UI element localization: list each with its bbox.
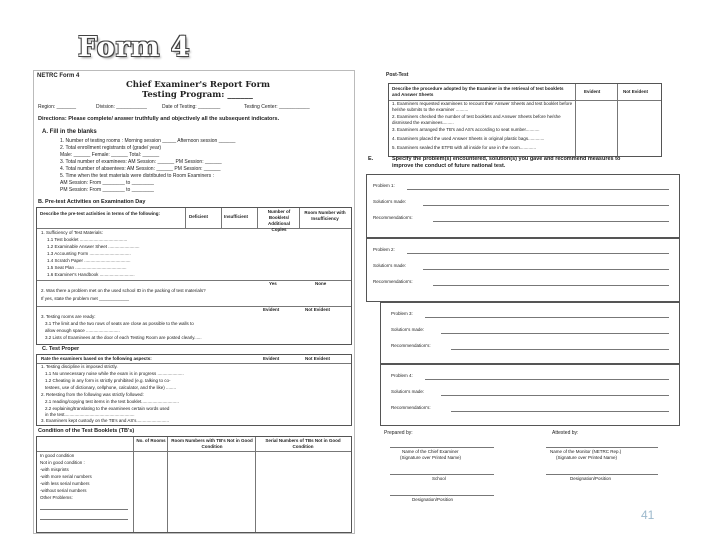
col-describe: Describe the procedure adopted by the Examiner in the retrieval of test booklets and Answer Sheets: [392, 86, 564, 97]
table-row: -with less serial numbers: [40, 481, 90, 486]
section-c-table: [36, 354, 352, 426]
table-row: 1.1 No unnecessary noise while the exam is in progress .....................: [45, 371, 184, 376]
table-row: 1.2 Cheating in any form is strictly prohibited (e.g. talking to co-: [45, 378, 171, 383]
col-none: None: [315, 281, 327, 286]
section-a-heading: A. Fill in the blanks: [42, 129, 97, 135]
table-row: -with more serial numbers: [40, 474, 92, 479]
table-row: 1.5 Seat Plan .........................................: [47, 265, 127, 270]
col-serial: Serial Numbers of TBs Not in Good Condition: [265, 438, 341, 449]
list-item: 1. Number of testing rooms : Morning session _____ Afternoon session ______: [60, 138, 236, 144]
recommendation-label: Recommendation's:: [391, 343, 431, 348]
prepared-by-label: Prepared by:: [384, 430, 413, 436]
col-insufficient: Insufficient: [224, 214, 249, 219]
table-row: 1. Examiners requested examinees to recount their Answer Sheets and test booklet before he/she submits to the examiner ..........: [392, 101, 573, 112]
monitor-signature-label: (Signature over Printed Name): [556, 455, 618, 460]
recommendation-label: Recommendation's:: [373, 215, 413, 220]
divider: [37, 451, 351, 452]
region-field: Region: _______: [38, 104, 77, 110]
table-row: 1. Testing discipline is imposed strictly.: [41, 364, 118, 369]
col-evident: Evident: [263, 356, 280, 361]
table-row: 1.4 Scratch Paper .....................................: [47, 258, 131, 263]
divider: [423, 269, 669, 270]
center-field: Testing Center: ___________: [244, 104, 310, 110]
col-booklets: Number of Booklets/ Additional Copies: [267, 209, 291, 232]
form-program: Testing Program: ______: [142, 90, 253, 100]
chief-signature-label: (Signature over Printed Name): [400, 455, 462, 460]
divider: [575, 84, 576, 156]
problem-block: [380, 302, 680, 364]
signature-line: [390, 495, 494, 496]
col-rate: Rate the examiners based on the following aspects:: [41, 356, 152, 361]
list-item: 2. Total enrollment registrants of (grade/ year): [60, 145, 162, 151]
table-row: 2.2 explaining/translating to the examinees certain words used: [45, 406, 170, 411]
table-row: 3. Testing rooms are ready:: [41, 314, 96, 319]
signature-line: [390, 474, 494, 475]
divider: [37, 306, 351, 307]
col-yes: Yes: [269, 281, 277, 286]
table-row: Not in good condition :: [40, 460, 85, 465]
date-field: Date of Testing: ________: [162, 104, 221, 110]
list-item: 3. Total number of examinees: AM Session: ______ PM Session: ______: [60, 159, 222, 165]
table-row: 1.2 Examinable Answer Sheet .........................: [47, 244, 140, 249]
col-evident: Evident: [584, 89, 601, 94]
table-row: 2. Examiners checked the number of test booklets and Answer Sheets before he/she dismissed the examinees.........: [392, 114, 561, 125]
problem-label: Problem 1:: [373, 183, 395, 188]
col-describe: Describe the pre-test activities in terms of the following:: [40, 211, 161, 216]
problem-block: [366, 174, 680, 238]
table-row: 2.1 reading/copying test items in the test booklet..............................: [45, 399, 179, 404]
table-row: 5. Examiners sealed the ETFB with all inside for use in the room.............: [392, 145, 537, 150]
divider: [433, 285, 669, 286]
slide-title: Form 4: [78, 32, 191, 63]
divider: [40, 519, 128, 520]
table-row: 3.2 Lists of Examinees at the door of each Testing Room are posted clearly......: [45, 335, 202, 340]
post-test-heading: Post-Test: [386, 72, 409, 78]
section-e-text: Specify the problem(s) encountered, solution(s) you gave and recommend measures to: [392, 156, 621, 162]
divider: [299, 208, 300, 228]
post-test-table: [388, 83, 662, 157]
problem-block: [380, 364, 680, 426]
divider: [407, 189, 669, 190]
signature-line: [546, 447, 658, 448]
solution-label: Solution's made:: [391, 389, 425, 394]
designation-label: Designation/Position: [570, 476, 612, 481]
monitor-name-label: Name of the Monitor (NETRC Rep.): [550, 449, 622, 454]
divider: [407, 253, 669, 254]
recommendation-label: Recommendation's:: [391, 405, 431, 410]
form-title: Chief Examiner's Report Form: [126, 80, 271, 90]
recommendation-label: Recommendation's:: [373, 279, 413, 284]
col-evident: Evident: [263, 307, 280, 312]
list-item: 5. Time when the test materials were distributed to Room Examiners :: [60, 173, 214, 179]
divider: [167, 437, 168, 532]
signature-line: [390, 447, 494, 448]
condition-table: [36, 436, 352, 533]
table-row: allow enough space ...........................: [45, 328, 120, 333]
table-row: in the test........................................................: [45, 412, 135, 417]
list-item: AM Session: From ________ to ________: [60, 180, 154, 186]
section-b-table: [36, 207, 352, 345]
solution-label: Solution's made:: [391, 327, 425, 332]
col-deficient: Deficient: [189, 214, 209, 219]
divider: [255, 437, 256, 532]
col-not-evident: Not Evident: [305, 307, 331, 312]
question-2b: If yes, state the problem met ____________: [41, 296, 130, 301]
table-row: -with misprints: [40, 467, 69, 472]
table-row: 1. Sufficiency of Test Materials:: [41, 230, 103, 235]
col-not-evident: Not Evident: [623, 89, 649, 94]
designation-label-2: Designation/Position: [412, 497, 454, 502]
condition-heading: Condition of the Test Booklets (TB's): [38, 428, 135, 434]
school-label: School: [432, 476, 446, 481]
problem-label: Problem 4:: [391, 373, 413, 378]
divider: [441, 395, 669, 396]
solution-label: Solution's made:: [373, 263, 407, 268]
table-row: testees, use of dictionary, cellphone, calculator, and the like) ........: [45, 385, 176, 390]
list-item: PM Session: From ________ to ________: [60, 187, 154, 193]
section-e-text-2: improve the conduct of future national test.: [392, 163, 506, 169]
page-number: 41: [641, 508, 655, 522]
table-row: 2. Retesting from the following was strictly followed:: [41, 392, 144, 397]
directions: Directions: Please complete/ answer truthfully and objectively all the subsequent indicators.: [38, 116, 280, 122]
divider: [451, 349, 669, 350]
divider: [257, 208, 258, 228]
divider: [425, 317, 669, 318]
table-row: 1.1 Test booklet ......................................: [47, 237, 128, 242]
table-row: 3. Examiners arranged the TB's and AS's according to seat number...........: [392, 127, 540, 132]
signature-line: [546, 474, 658, 475]
divider: [433, 221, 669, 222]
divider: [617, 84, 618, 156]
col-room: Room Number with Insufficiency: [304, 210, 346, 221]
problem-block: [366, 238, 680, 302]
col-rooms: No. of Rooms: [136, 438, 166, 443]
divider: [133, 437, 134, 532]
question-2: 2. Was there a problem met on the used school ID in the packing of test materials?: [41, 288, 206, 293]
divider: [441, 333, 669, 334]
form-page-left: [33, 70, 355, 534]
problem-label: Problem 2:: [373, 247, 395, 252]
divider: [37, 280, 351, 281]
divider: [185, 208, 186, 228]
list-item: 4. Total number of absentees: AM Session: ______ PM Session: ______: [60, 166, 221, 172]
section-b-heading: B. Pre-test Activities on Examination Day: [38, 199, 146, 205]
chief-name-label: Name of the Chief Examiner: [402, 449, 459, 454]
table-row: 1.3 Accounting Form .................................: [47, 251, 131, 256]
divider: [423, 205, 669, 206]
solution-label: Solution's made:: [373, 199, 407, 204]
table-row: 4. Examiners placed the used Answer Sheets in original plastic bags.............: [392, 136, 545, 141]
col-not-evident: Not Evident: [305, 356, 331, 361]
divider: [451, 411, 669, 412]
division-field: Division: ___________: [96, 104, 147, 110]
table-row: 1.6 Examiner's Handbook ............................: [47, 272, 135, 277]
problem-label: Problem 3:: [391, 311, 413, 316]
divider: [221, 208, 222, 228]
col-room-numbers: Room Numbers with TB's Not in Good Condition: [171, 438, 253, 449]
form-id: NETRC Form 4: [37, 73, 80, 79]
attested-by-label: Attested by:: [552, 430, 579, 436]
divider: [425, 379, 669, 380]
section-c-heading: C. Test Proper: [42, 346, 80, 352]
table-row: 3. Examiners kept custody on the TB's and AS's..........................: [41, 418, 169, 423]
form-page-right: [366, 70, 688, 532]
list-item: Male: ______ Female: ______ Total: ______: [60, 152, 160, 158]
table-row: Other Problems:: [40, 495, 73, 500]
divider: [37, 228, 351, 229]
table-row: -without serial numbers: [40, 488, 87, 493]
table-row: In good condition: [40, 453, 75, 458]
divider: [40, 509, 128, 510]
table-row: 3.1 The limit and the two rows of seats are close as possible to the walls to: [45, 321, 194, 326]
section-e-letter: E.: [368, 156, 374, 162]
